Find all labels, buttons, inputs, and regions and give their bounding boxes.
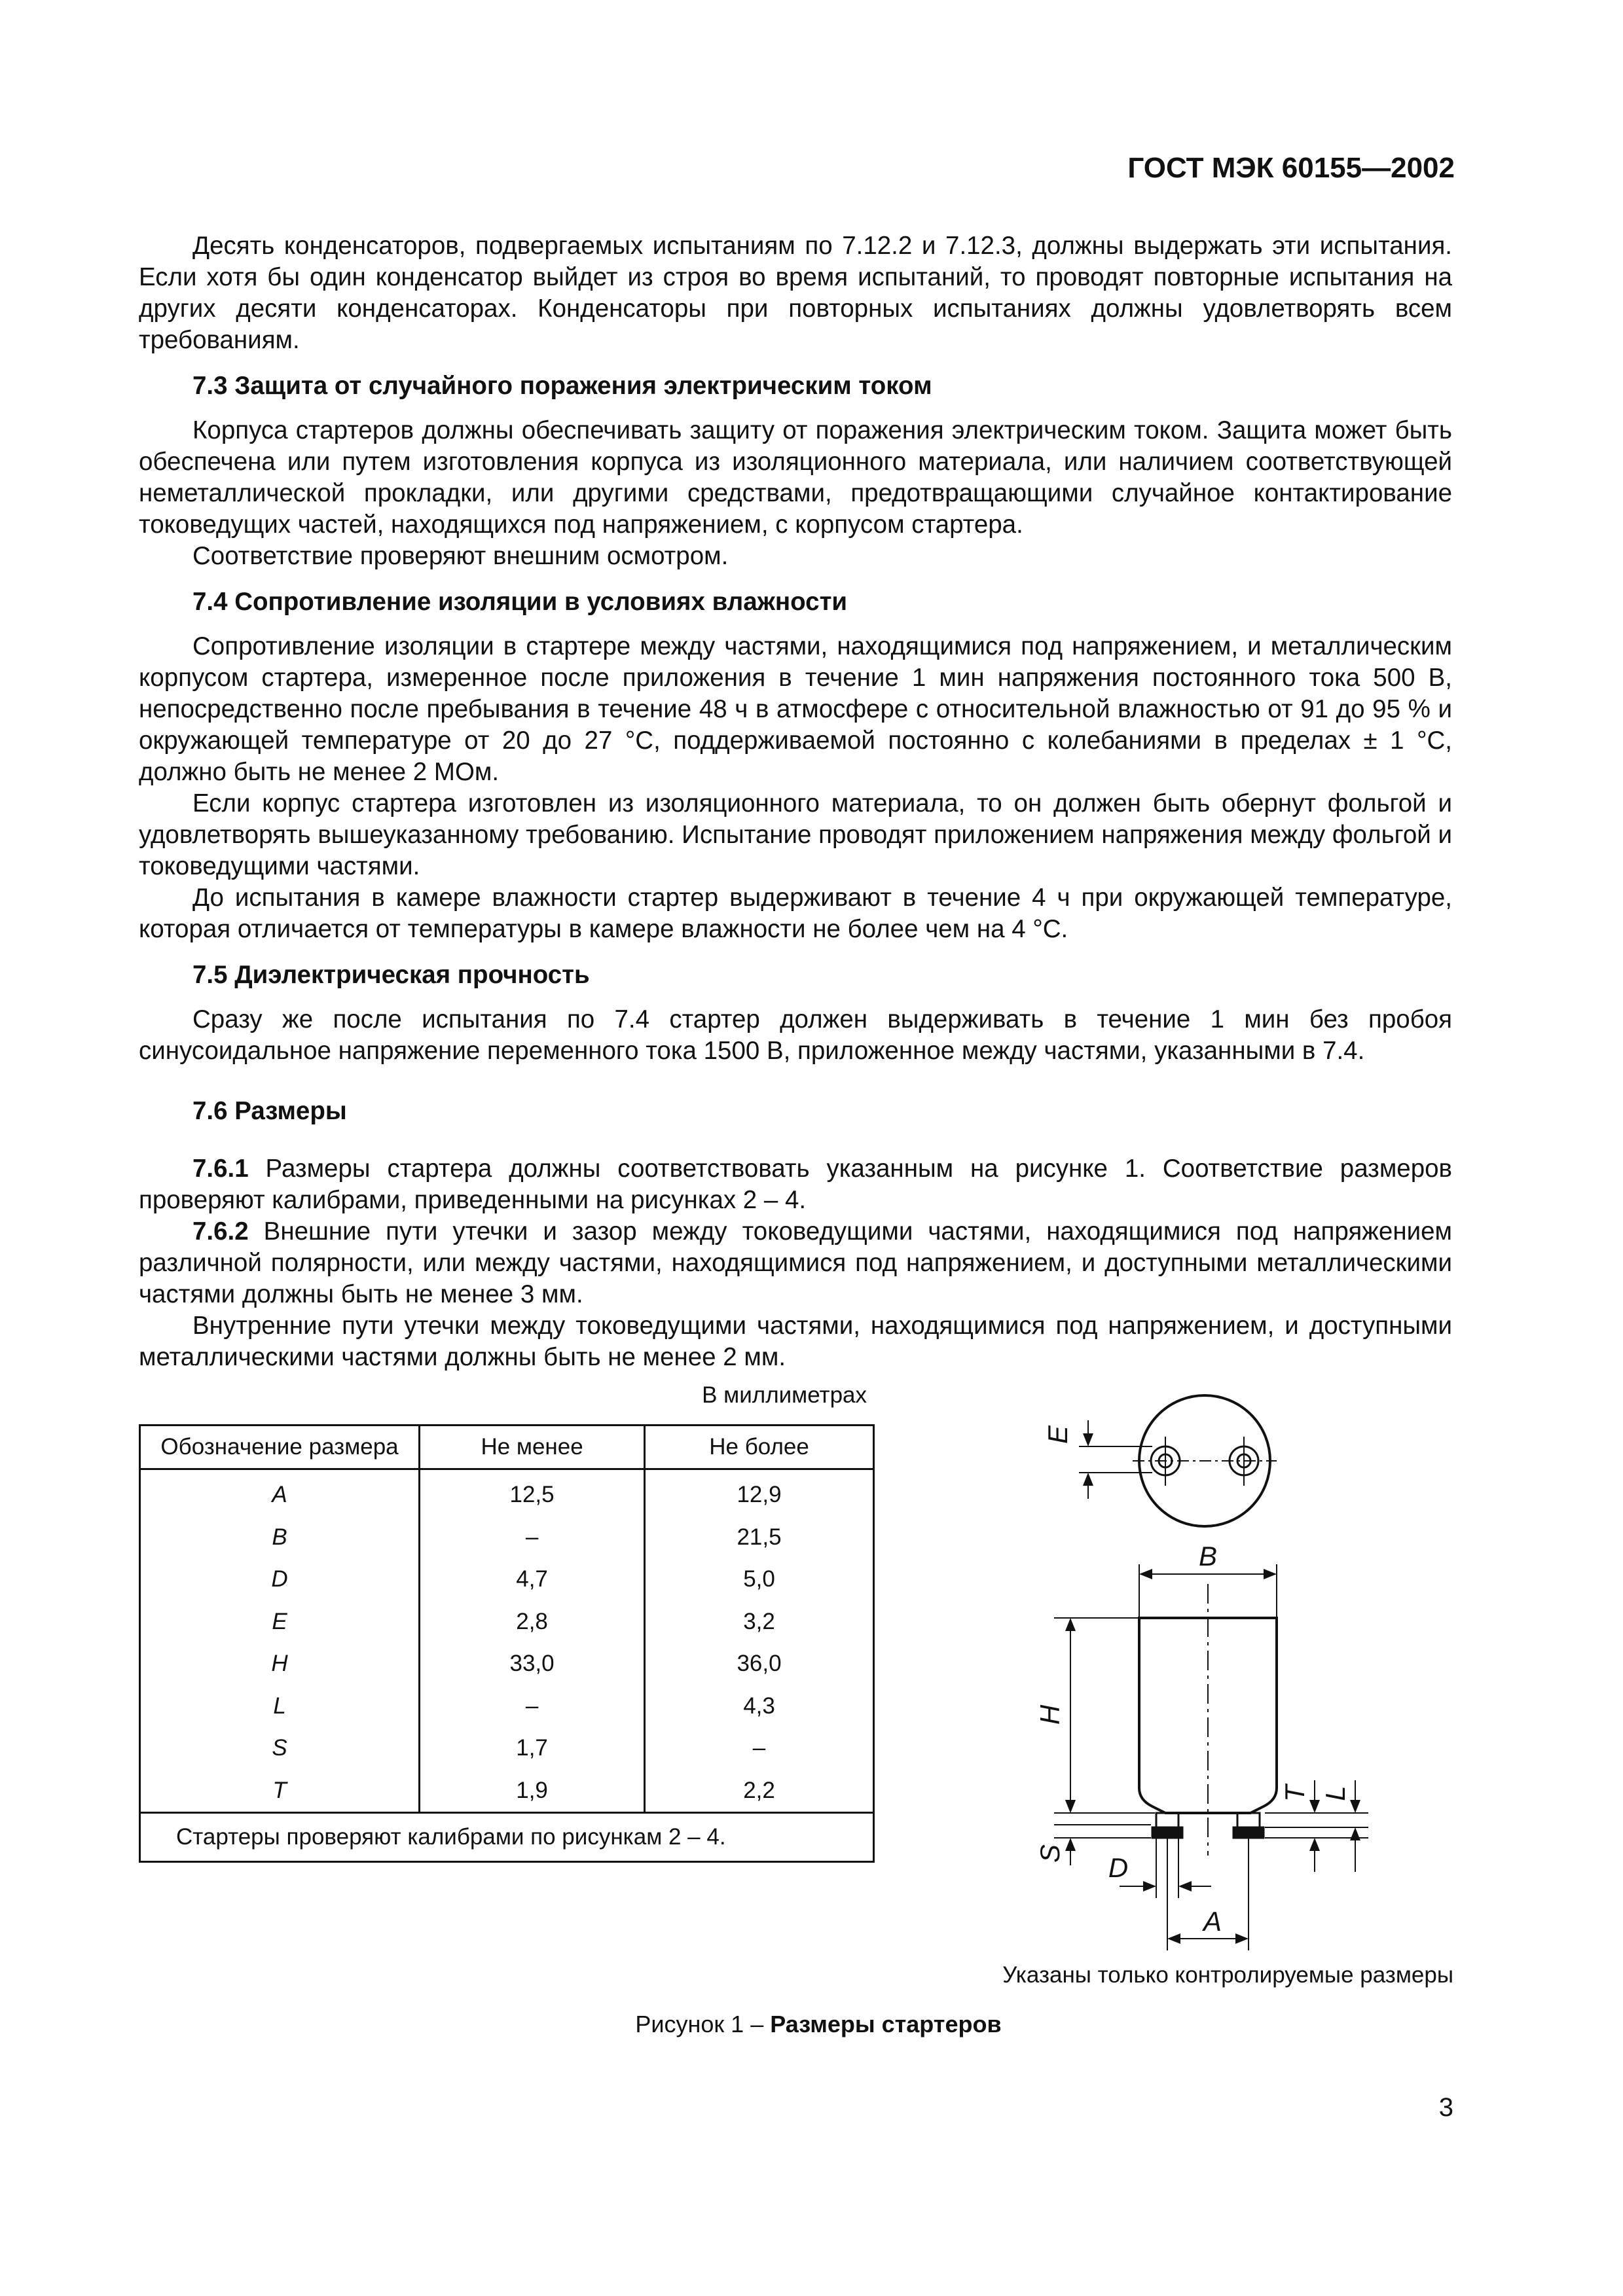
clause-number-7-6-2: 7.6.2 xyxy=(192,1217,249,1246)
table-row xyxy=(140,1770,874,1813)
dimension-symbol: A xyxy=(140,1469,420,1516)
table-row xyxy=(140,1516,874,1559)
table-footnote: Стартеры проверяют калибрами по рисункам 2 – 4. xyxy=(140,1813,874,1862)
column-header-designation: Обозначение размера xyxy=(140,1426,420,1469)
section-7-4-paragraph-1: Сопротивление изоляции в стартере между частями, находящимися под напряжением, и металлическим корпусом стартера, измеренное после приложения в течение 1 мин напряжения постоянного тока 500 В, непосредственно после пребывания в течение 48 ч в атмосфере с относительной влажностью от 91 до 95 % и окружающей температуре от 20 до 27 °С, поддерживаемой постоянно с колебаниями в пределах ± 1 °С, должно быть не менее 2 МОм. xyxy=(139,632,1452,786)
section-7-4-paragraph-3: До испытания в камере влажности стартер выдерживают в течение 4 ч при окружающей температуре, которая отличается от температуры в камере влажности не более чем на 4 °С. xyxy=(139,884,1452,943)
clause-7-6-2-text: Внешние пути утечки и зазор между токоведущими частями, находящимися под напряжением различной полярности, или между частями, находящимися под напряжением, и доступными металлическими частями должны быть не менее 3 мм. xyxy=(139,1217,1452,1308)
dimension-symbol: S xyxy=(140,1727,420,1770)
dimension-symbol: D xyxy=(140,1558,420,1601)
dimension-symbol: L xyxy=(140,1685,420,1728)
section-7-6-1-paragraph xyxy=(139,1153,1452,1216)
clause-number-7-6-1: 7.6.1 xyxy=(192,1155,249,1183)
table-row xyxy=(140,1558,874,1601)
dimension-min: – xyxy=(420,1516,645,1559)
document-header: ГОСТ МЭК 60155—2002 xyxy=(1127,152,1455,184)
dimension-max: 5,0 xyxy=(645,1558,874,1601)
dimension-min: 4,7 xyxy=(420,1558,645,1601)
dimension-max: 3,2 xyxy=(645,1601,874,1643)
document-body xyxy=(139,230,1452,1373)
label-d: D xyxy=(1108,1852,1129,1883)
section-7-6-heading: 7.6 Размеры xyxy=(192,1097,347,1125)
section-7-3-paragraph-2: Соответствие проверяют внешним осмотром. xyxy=(192,542,729,570)
dimension-min: – xyxy=(420,1685,645,1728)
dimension-max: 2,2 xyxy=(645,1770,874,1813)
dimensions-table xyxy=(139,1424,875,1863)
dimension-max: – xyxy=(645,1727,874,1770)
column-header-min: Не менее xyxy=(420,1426,645,1469)
page-number: 3 xyxy=(1438,2093,1453,2122)
label-t: T xyxy=(1279,1785,1310,1802)
figure-note: Указаны только контролируемые размеры xyxy=(1002,1962,1453,1988)
table-row xyxy=(140,1685,874,1728)
label-e: E xyxy=(1042,1425,1073,1444)
section-7-5-paragraph-1: Сразу же после испытания по 7.4 стартер должен выдерживать в течение 1 мин без пробоя синусоидальное напряжение переменного тока 1500 В, приложенное между частями, указанными в 7.4. xyxy=(139,1005,1452,1065)
starter-dimension-drawing xyxy=(1002,1374,1368,1964)
section-7-3-paragraph-1: Корпуса стартеров должны обеспечивать защиту от поражения электрическим током. Защита может быть обеспечена или путем изготовления корпуса из изоляционного материала, или наличием соответствующей неметаллической прокладки, или другими средствами, предотвращающими случайное контактирование токоведущих частей, находящихся под напряжением, с корпусом стартера. xyxy=(139,416,1452,539)
contact-pin-left-side xyxy=(1156,1813,1178,1827)
section-7-6-paragraph-3: Внутренние пути утечки между токоведущими частями, находящимися под напряжением, и доступными металлическими частями должны быть не менее 2 мм. xyxy=(139,1312,1452,1371)
intro-paragraph: Десять конденсаторов, подвергаемых испытаниям по 7.12.2 и 7.12.3, должны выдержать эти испытания. Если хотя бы один конденсатор выйдет из строя во время испытаний, то проводят повторные испытания на других десяти конденсаторах. Конденсаторы при повторных испытаниях должны удовлетворять всем требованиям. xyxy=(139,232,1452,354)
label-b: B xyxy=(1198,1541,1218,1571)
section-7-6-2-paragraph xyxy=(139,1216,1452,1310)
table-row xyxy=(140,1643,874,1685)
label-l: L xyxy=(1320,1785,1351,1801)
dimension-max: 12,9 xyxy=(645,1469,874,1516)
label-a: A xyxy=(1203,1906,1222,1937)
column-header-max: Не более xyxy=(645,1426,874,1469)
dimension-min: 1,9 xyxy=(420,1770,645,1813)
dimension-symbol: H xyxy=(140,1643,420,1685)
dimension-min: 12,5 xyxy=(420,1469,645,1516)
figure-caption xyxy=(458,2011,1178,2038)
dimension-symbol: E xyxy=(140,1601,420,1643)
figure-caption-prefix: Рисунок 1 – xyxy=(635,2011,771,2037)
dimension-min: 1,7 xyxy=(420,1727,645,1770)
table-row xyxy=(140,1469,874,1516)
dimension-symbol: T xyxy=(140,1770,420,1813)
section-7-4-heading: 7.4 Сопротивление изоляции в условиях влажности xyxy=(192,588,848,616)
contact-pin-right-side xyxy=(1237,1813,1260,1827)
dimension-max: 4,3 xyxy=(645,1685,874,1728)
table-footnote-row xyxy=(140,1813,874,1862)
dimension-max: 36,0 xyxy=(645,1643,874,1685)
dimension-min: 2,8 xyxy=(420,1601,645,1643)
figure-caption-title: Размеры стартеров xyxy=(770,2011,1002,2037)
table-units-label: В миллиметрах xyxy=(702,1382,867,1408)
section-7-5-heading: 7.5 Диэлектрическая прочность xyxy=(192,961,590,989)
clause-7-6-1-text: Размеры стартера должны соответствовать указанным на рисунке 1. Соответствие размеров проверяют калибрами, приведенными на рисунках 2 – 4. xyxy=(139,1155,1452,1214)
dimension-min: 33,0 xyxy=(420,1643,645,1685)
dimension-symbol: B xyxy=(140,1516,420,1559)
label-h: H xyxy=(1034,1704,1065,1725)
table-row xyxy=(140,1601,874,1643)
dimension-max: 21,5 xyxy=(645,1516,874,1559)
table-header-row xyxy=(140,1426,874,1469)
section-7-4-paragraph-2: Если корпус стартера изготовлен из изоляционного материала, то он должен быть обернут фольгой и удовлетворять вышеуказанному требованию. Испытание проводят приложением напряжения между фольгой и токоведущими частями. xyxy=(139,789,1452,880)
label-s: S xyxy=(1034,1844,1065,1863)
section-7-3-heading: 7.3 Защита от случайного поражения электрическим током xyxy=(192,372,932,400)
table-row xyxy=(140,1727,874,1770)
starter-body-outline xyxy=(1139,1618,1277,1813)
